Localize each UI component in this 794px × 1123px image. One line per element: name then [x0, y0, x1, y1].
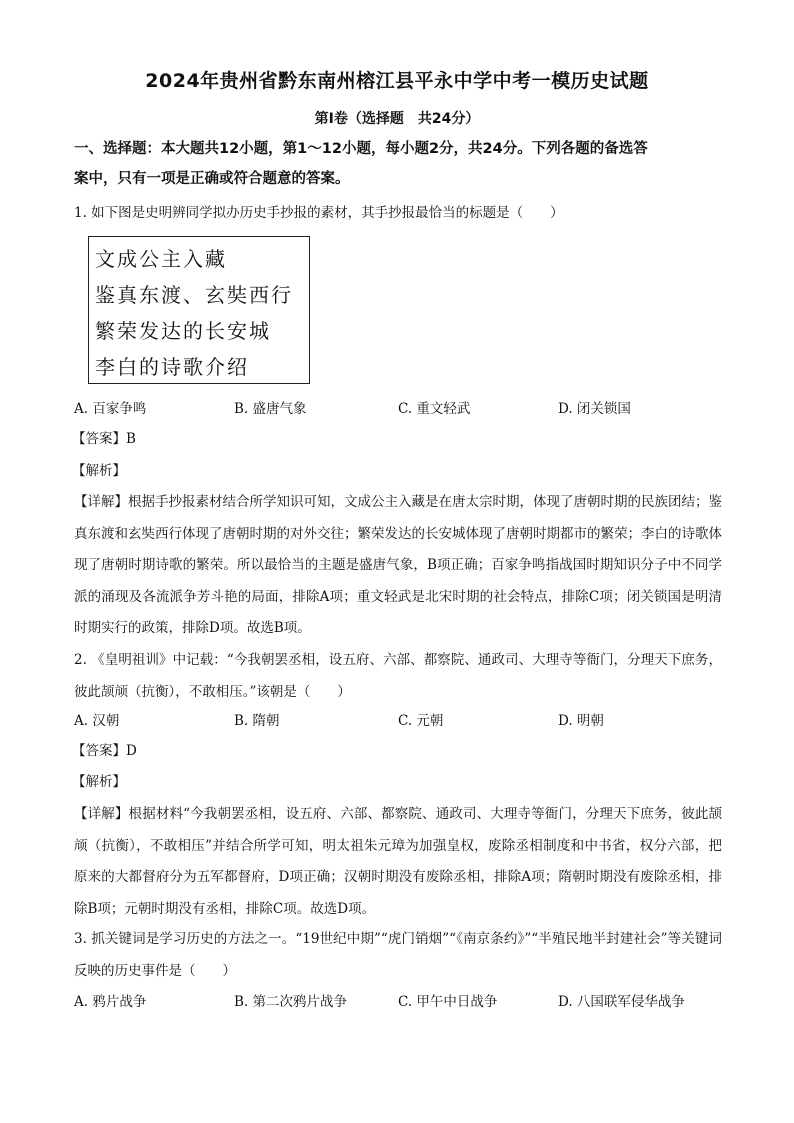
question-3-option-d: D. 八国联军侵华战争 [558, 994, 685, 1010]
material-line: 文成公主入藏 [95, 247, 227, 271]
question-1-option-d: D. 闭关锁国 [558, 401, 631, 417]
question-1-analysis-label: 【解析】 [72, 463, 126, 479]
question-2-answer: 【答案】D [72, 743, 137, 759]
question-1-detail: 【详解】根据手抄报素材结合所学知识可知，文成公主入藏是在唐太宗时期，体现了唐朝时期的民族团结；鉴真东渡和玄奘西行体现了唐朝时期的对外交往；繁荣发达的长安城体现了唐朝时期都市的繁荣；李白的诗歌体现了唐朝时期诗歌的繁荣。所以最恰当的主题是盛唐气象，B项正确；百家争鸣指战国时期知识分子中不同学派的涌现及各流派争芳斗艳的局面，排除A项；重文轻武是北宋时期的社会特点，排除C项；闭关锁国是明清时期实行的政策，排除D项。故选B项。 [74, 494, 722, 636]
question-2-analysis-label: 【解析】 [72, 774, 126, 790]
material-line: 李白的诗歌介绍 [95, 355, 249, 379]
section-instructions-line2: 案中，只有一项是正确或符合题意的答案。 [74, 171, 350, 187]
question-3-option-c: C. 甲午中日战争 [398, 994, 498, 1010]
section-subtitle: 第Ⅰ卷（选择题 共24分） [314, 111, 480, 127]
question-1-answer: 【答案】B [72, 431, 136, 447]
question-2-stem: 2. 《皇明祖训》中记载：“今我朝罢丞相，设五府、六部、都察院、通政司、大理寺等衙门，分理天下庶务，彼此颉颃（抗衡），不敢相压。”该朝是（ ） [74, 652, 722, 700]
question-2-option-c: C. 元朝 [398, 713, 444, 729]
question-1-option-c: C. 重文轻武 [398, 401, 471, 417]
question-1-material-box [88, 236, 310, 384]
question-2-option-b: B. 隋朝 [234, 713, 280, 729]
section-instructions-line1: 一、选择题：本大题共12小题，第1～12小题，每小题2分，共24分。下列各题的备选答 [74, 141, 648, 157]
material-line: 鉴真东渡、玄奘西行 [95, 283, 293, 307]
material-line: 繁荣发达的长安城 [95, 319, 271, 343]
page-title: 2024年贵州省黔东南州榕江县平永中学中考一模历史试题 [145, 70, 649, 92]
question-1-option-a: A. 百家争鸣 [74, 401, 147, 417]
question-1-option-b: B. 盛唐气象 [234, 401, 307, 417]
question-2-option-a: A. 汉朝 [74, 713, 120, 729]
question-3-option-b: B. 第二次鸦片战争 [234, 994, 348, 1010]
question-1-stem: 1. 如下图是史明辨同学拟办历史手抄报的素材，其手抄报最恰当的标题是（ ） [74, 205, 564, 221]
question-2-option-d: D. 明朝 [558, 713, 604, 729]
question-3-option-a: A. 鸦片战争 [74, 994, 147, 1010]
question-3-stem: 3. 抓关键词是学习历史的方法之一。“19世纪中期”“虎门销烟”“《南京条约》”“半殖民地半封建社会”等关键词反映的历史事件是（ ） [74, 931, 722, 979]
question-2-detail: 【详解】根据材料“今我朝罢丞相，设五府、六部、都察院、通政司、大理寺等衙门，分理天下庶务，彼此颉颃（抗衡），不敢相压”并结合所学可知，明太祖朱元璋为加强皇权，废除丞相制度和中书省，权分六部，把原来的大都督府分为五军都督府，D项正确；汉朝时期没有废除丞相，排除A项；隋朝时期没有废除丞相，排除B项；元朝时期没有丞相，排除C项。故选D项。 [74, 806, 722, 917]
